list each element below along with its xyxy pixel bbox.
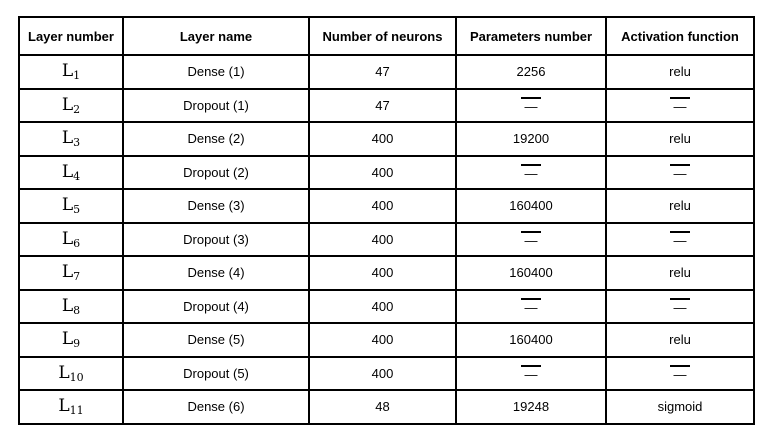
cell-activation-function-value: —	[670, 231, 690, 248]
cell-layer-name-value: Dropout (4)	[183, 298, 249, 314]
cell-layer-number	[19, 323, 123, 357]
table-row	[19, 390, 754, 424]
cell-parameters-number-value: —	[521, 298, 541, 315]
cell-parameters-number-value: —	[521, 97, 541, 114]
cell-layer-name-value: Dense (4)	[187, 265, 245, 281]
header-row	[19, 17, 754, 55]
cell-layer-number	[19, 223, 123, 257]
cell-parameters-number-value: 160400	[509, 332, 553, 348]
cell-parameters-number	[456, 89, 606, 123]
cell-layer-name	[123, 223, 309, 257]
cell-number-of-neurons	[309, 357, 456, 391]
cell-number-of-neurons	[309, 122, 456, 156]
layer-letter: L	[58, 362, 70, 383]
cell-number-of-neurons-value: 47	[375, 97, 390, 113]
cell-layer-number	[19, 390, 123, 424]
table-row	[19, 323, 754, 357]
cell-parameters-number	[456, 156, 606, 190]
cell-layer-name	[123, 55, 309, 89]
table-row	[19, 156, 754, 190]
cell-layer-number	[19, 89, 123, 123]
cell-number-of-neurons	[309, 156, 456, 190]
cell-layer-name	[123, 256, 309, 290]
cell-parameters-number-value: 160400	[509, 265, 553, 281]
layer-table	[18, 16, 755, 425]
cell-layer-name-value: Dense (6)	[187, 399, 245, 415]
cell-number-of-neurons-value: 400	[371, 265, 394, 281]
cell-layer-name	[123, 122, 309, 156]
cell-activation-function-value: —	[670, 164, 690, 181]
cell-number-of-neurons	[309, 256, 456, 290]
cell-layer-number	[19, 357, 123, 391]
table-row	[19, 89, 754, 123]
cell-number-of-neurons-value: 400	[371, 164, 394, 180]
cell-activation-function-value: relu	[669, 332, 691, 348]
table-row	[19, 357, 754, 391]
cell-activation-function	[606, 189, 754, 223]
cell-activation-function-value: —	[670, 97, 690, 114]
layer-index: 6	[73, 236, 81, 250]
cell-layer-name	[123, 189, 309, 223]
layer-index: 3	[73, 136, 81, 150]
cell-parameters-number	[456, 122, 606, 156]
header-layer-number: Layer number	[19, 17, 123, 55]
cell-parameters-number	[456, 357, 606, 391]
cell-layer-number	[19, 256, 123, 290]
cell-layer-name	[123, 290, 309, 324]
cell-layer-name-value: Dropout (3)	[183, 231, 249, 247]
cell-activation-function	[606, 223, 754, 257]
cell-activation-function	[606, 390, 754, 424]
cell-parameters-number-value: 2256	[516, 64, 546, 80]
cell-number-of-neurons	[309, 189, 456, 223]
layer-index: 2	[73, 102, 81, 116]
layer-letter: L	[61, 295, 74, 316]
layer-index: 5	[73, 203, 81, 217]
cell-parameters-number	[456, 223, 606, 257]
layer-letter: L	[61, 61, 74, 82]
cell-activation-function	[606, 122, 754, 156]
cell-parameters-number-value: —	[521, 231, 541, 248]
cell-activation-function	[606, 156, 754, 190]
cell-activation-function-value: relu	[669, 131, 691, 147]
table-row	[19, 290, 754, 324]
cell-activation-function	[606, 323, 754, 357]
cell-number-of-neurons	[309, 390, 456, 424]
header-layer-name: Layer name	[123, 17, 309, 55]
cell-number-of-neurons-value: 400	[371, 332, 394, 348]
layer-letter: L	[61, 262, 74, 283]
cell-activation-function-value: relu	[669, 64, 691, 80]
cell-layer-number	[19, 122, 123, 156]
cell-parameters-number-value: —	[521, 164, 541, 181]
table-row	[19, 223, 754, 257]
cell-layer-name-value: Dropout (5)	[183, 365, 249, 381]
cell-layer-name	[123, 323, 309, 357]
cell-number-of-neurons-value: 47	[375, 64, 390, 80]
cell-layer-name	[123, 156, 309, 190]
layer-index: 11	[69, 404, 84, 418]
table-row	[19, 55, 754, 89]
cell-number-of-neurons	[309, 55, 456, 89]
cell-activation-function-value: —	[670, 365, 690, 382]
cell-activation-function	[606, 290, 754, 324]
cell-number-of-neurons	[309, 290, 456, 324]
cell-parameters-number	[456, 290, 606, 324]
layer-letter: L	[61, 329, 74, 350]
cell-activation-function	[606, 89, 754, 123]
cell-number-of-neurons-value: 400	[371, 131, 394, 147]
cell-number-of-neurons	[309, 89, 456, 123]
cell-parameters-number-value: —	[521, 365, 541, 382]
cell-parameters-number	[456, 55, 606, 89]
cell-activation-function-value: relu	[669, 265, 691, 281]
cell-parameters-number	[456, 189, 606, 223]
layer-letter: L	[61, 161, 74, 182]
cell-layer-name-value: Dense (2)	[187, 131, 245, 147]
cell-number-of-neurons-value: 400	[371, 298, 394, 314]
layer-index: 1	[73, 69, 81, 83]
layer-index: 4	[73, 169, 81, 183]
cell-parameters-number	[456, 390, 606, 424]
header-activation-function: Activation function	[606, 17, 754, 55]
header-number-of-neurons: Number of neurons	[309, 17, 456, 55]
cell-layer-name-value: Dense (5)	[187, 332, 245, 348]
cell-layer-number	[19, 156, 123, 190]
cell-number-of-neurons-value: 48	[375, 399, 390, 415]
cell-activation-function-value: relu	[669, 198, 691, 214]
layer-letter: L	[61, 228, 74, 249]
cell-parameters-number-value: 19248	[512, 399, 550, 415]
cell-parameters-number-value: 160400	[509, 198, 553, 214]
header-parameters-number: Parameters number	[456, 17, 606, 55]
cell-activation-function	[606, 256, 754, 290]
layer-index: 9	[73, 337, 81, 351]
table-row	[19, 122, 754, 156]
layer-index: 7	[73, 270, 81, 284]
cell-number-of-neurons	[309, 323, 456, 357]
cell-layer-number	[19, 290, 123, 324]
table-row	[19, 256, 754, 290]
cell-number-of-neurons-value: 400	[371, 198, 394, 214]
layer-letter: L	[58, 396, 70, 417]
cell-layer-name-value: Dense (1)	[187, 64, 245, 80]
cell-number-of-neurons-value: 400	[371, 365, 394, 381]
cell-layer-name-value: Dropout (2)	[183, 164, 249, 180]
cell-activation-function	[606, 55, 754, 89]
layer-letter: L	[61, 94, 74, 115]
layer-index: 10	[69, 370, 84, 384]
cell-activation-function	[606, 357, 754, 391]
cell-layer-name	[123, 89, 309, 123]
cell-layer-number	[19, 189, 123, 223]
layer-letter: L	[61, 195, 74, 216]
cell-number-of-neurons	[309, 223, 456, 257]
layer-index: 8	[73, 303, 81, 317]
cell-layer-name	[123, 390, 309, 424]
cell-layer-name-value: Dense (3)	[187, 198, 245, 214]
cell-layer-name	[123, 357, 309, 391]
table-body	[19, 55, 754, 424]
cell-parameters-number-value: 19200	[512, 131, 550, 147]
cell-parameters-number	[456, 256, 606, 290]
cell-layer-name-value: Dropout (1)	[183, 97, 249, 113]
table-row	[19, 189, 754, 223]
cell-parameters-number	[456, 323, 606, 357]
cell-activation-function-value: —	[670, 298, 690, 315]
cell-number-of-neurons-value: 400	[371, 231, 394, 247]
cell-layer-number	[19, 55, 123, 89]
cell-activation-function-value: sigmoid	[657, 399, 703, 415]
layer-letter: L	[61, 128, 74, 149]
